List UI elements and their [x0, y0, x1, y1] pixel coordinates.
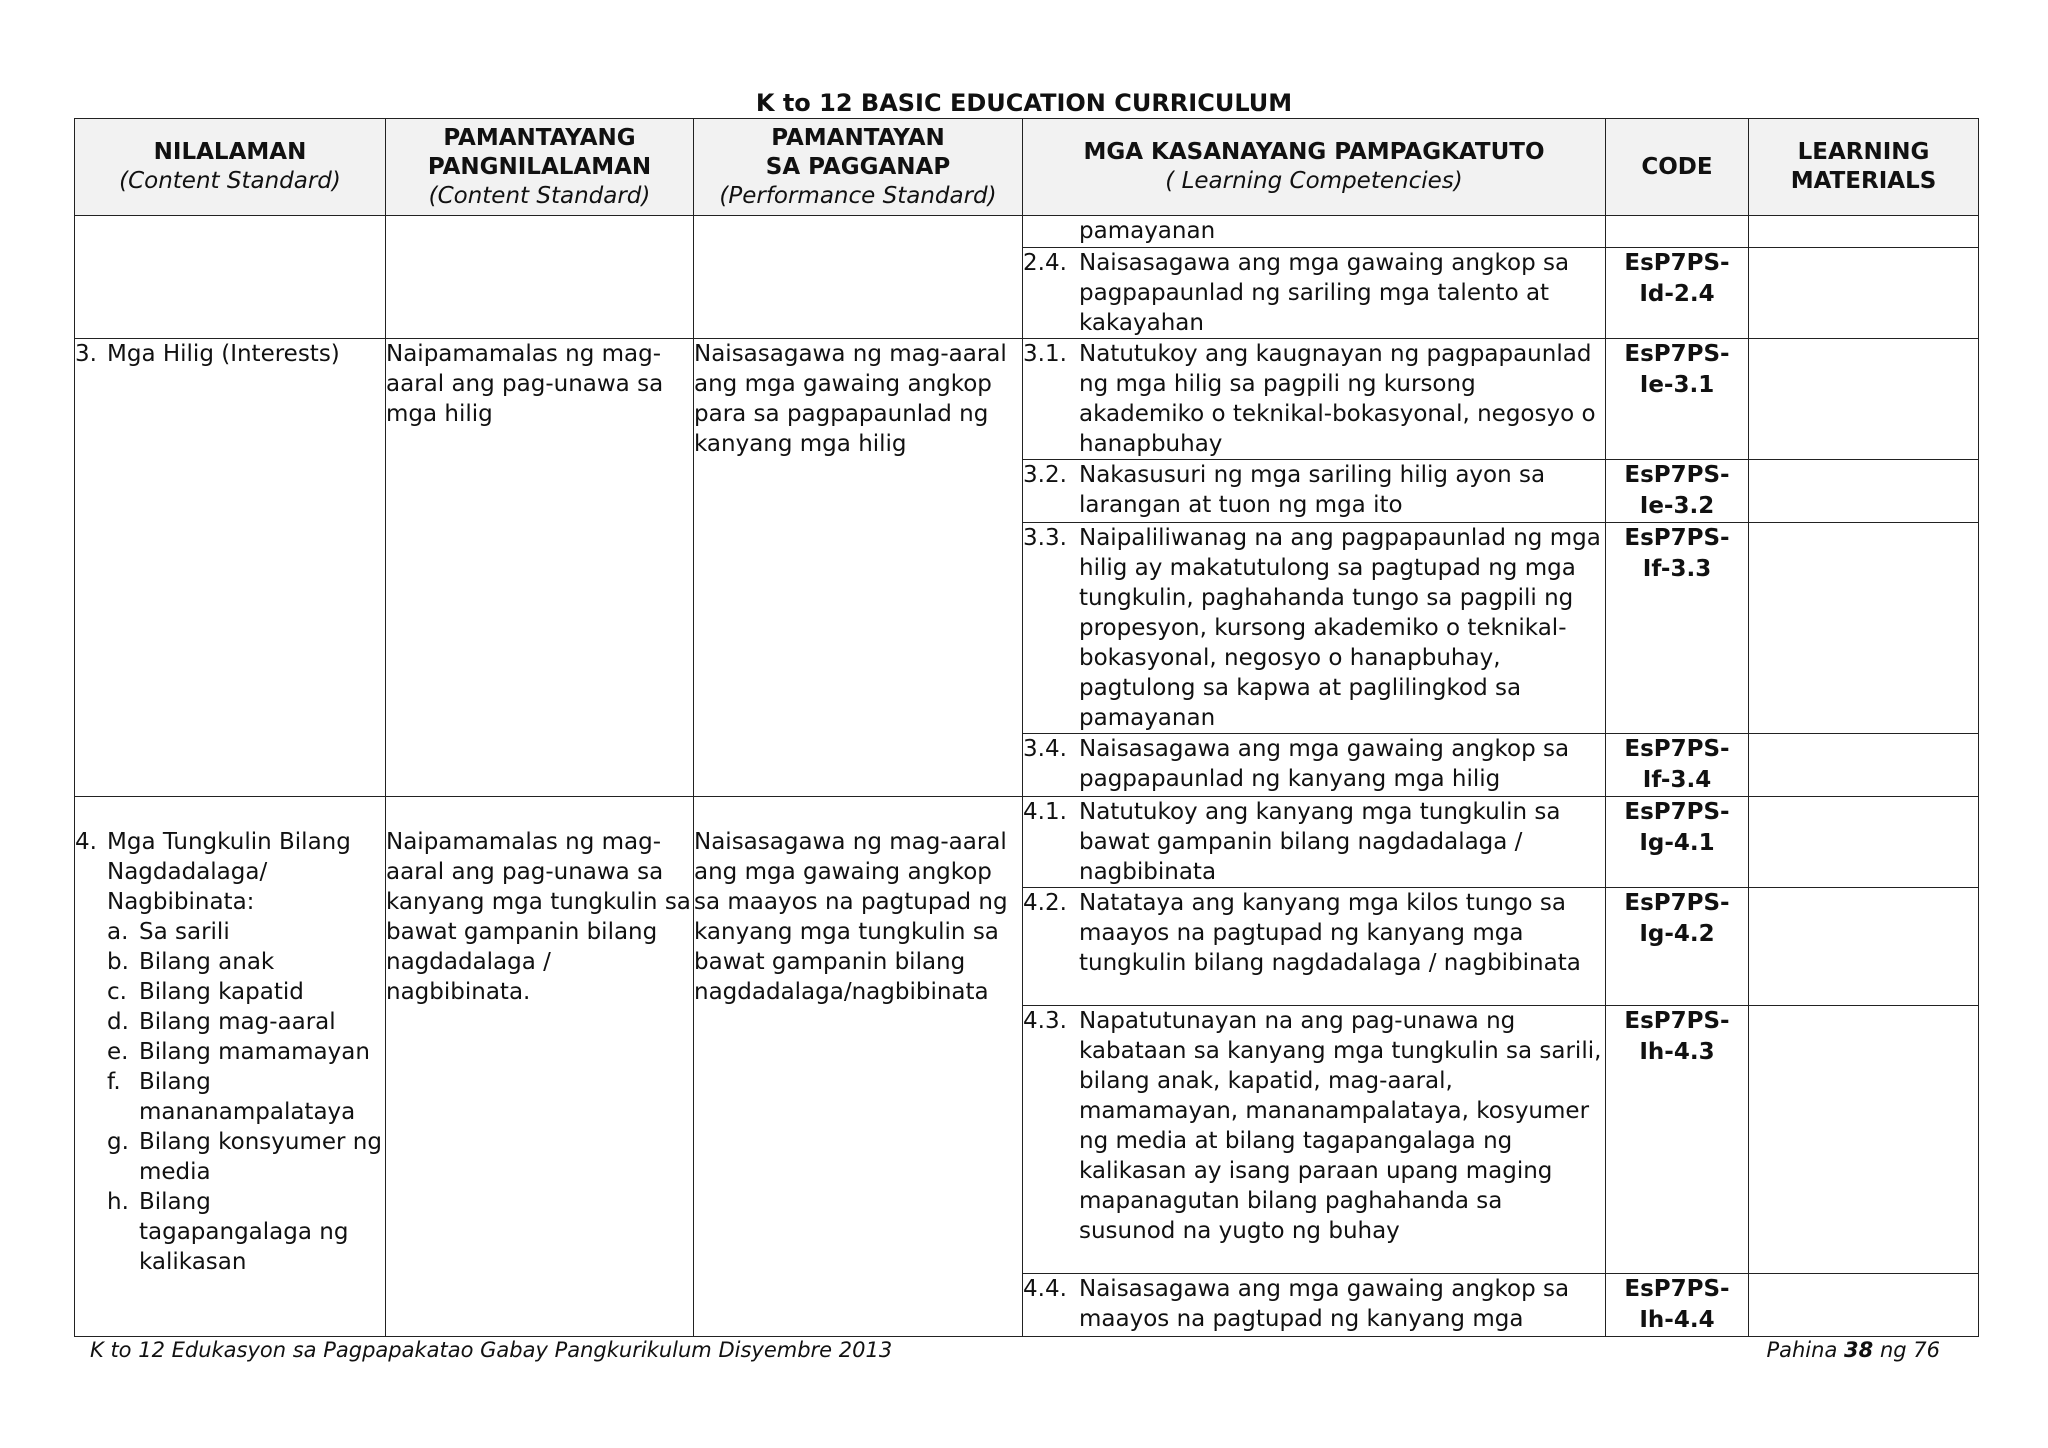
code-line2: Ig-4.2 [1639, 921, 1715, 947]
competency-number: 4.2. [1023, 890, 1067, 916]
sublist-letter: f. [107, 1069, 121, 1095]
code-line2: Ih-4.3 [1639, 1039, 1715, 1065]
content-sublist-item [107, 1127, 385, 1187]
competency-number: 4.1. [1023, 799, 1067, 825]
sublist-letter: g. [107, 1129, 129, 1155]
competency-number: 3.3. [1023, 525, 1067, 551]
header-cs-line2: PANGNILALAMAN [427, 153, 652, 180]
code-cell [1606, 797, 1749, 888]
code-line2: Id-2.4 [1639, 281, 1715, 307]
materials-cell [1749, 888, 1979, 1006]
header-code [1606, 119, 1749, 216]
competency-cell [1023, 339, 1606, 460]
curriculum-table [74, 118, 1979, 1337]
materials-cell [1749, 734, 1979, 797]
code-line1: EsP7PS- [1624, 799, 1730, 825]
footer-page-number [1766, 1338, 1940, 1362]
content-sublist-item [107, 1067, 385, 1127]
code-cell [1606, 216, 1749, 248]
sublist-text: Bilang mamamayan [139, 1039, 370, 1065]
sublist-text: Sa sarili [139, 919, 230, 945]
content-sublist-item [107, 947, 385, 977]
competency-cell [1023, 1006, 1606, 1274]
sublist-letter: h. [107, 1189, 129, 1215]
table-row [75, 797, 1979, 888]
header-content [75, 119, 386, 216]
code-line1: EsP7PS- [1624, 736, 1730, 762]
header-lm-line1: LEARNING [1797, 139, 1930, 165]
content-text: Mga Hilig (Interests) [107, 341, 340, 367]
code-line1: EsP7PS- [1624, 890, 1730, 916]
competency-text: pamayanan [1079, 218, 1216, 244]
code-cell [1606, 1006, 1749, 1274]
materials-cell [1749, 460, 1979, 523]
competency-cell [1023, 734, 1606, 797]
competency-cell [1023, 216, 1606, 248]
content-text: Mga Tungkulin Bilang Nagdadalaga/ Nagbibinata: [107, 829, 351, 915]
performance-standard-cell: Naisasagawa ng mag-aaral ang mga gawaing angkop para sa pagpapaunlad ng kanyang mga hilig [694, 339, 1023, 797]
competency-cell [1023, 1274, 1606, 1337]
competency-number: 4.3. [1023, 1008, 1067, 1034]
header-lm-line2: MATERIALS [1790, 168, 1937, 194]
code-cell [1606, 888, 1749, 1006]
header-content-standard [386, 119, 694, 216]
competency-text: Nakasusuri ng mga sariling hilig ayon sa larangan at tuon ng mga ito [1079, 462, 1546, 518]
sublist-letter: a. [107, 919, 129, 945]
performance-standard-cell: Naisasagawa ng mag-aaral ang mga gawaing angkop sa maayos na pagtupad ng kanyang mga tungkulin sa bawat gampanin bilang nagdadalaga/nagbibinata [694, 797, 1023, 1337]
performance-standard-cell [694, 216, 1023, 339]
materials-cell [1749, 248, 1979, 339]
footer-page-mid: ng [1879, 1338, 1907, 1362]
sublist-letter: b. [107, 949, 129, 975]
competency-text: Naisasagawa ang mga gawaing angkop sa pagpapaunlad ng kanyang mga hilig [1079, 736, 1570, 792]
competency-cell [1023, 248, 1606, 339]
header-cs-sub: (Content Standard) [428, 182, 651, 209]
table-row [75, 216, 1979, 248]
code-line1: EsP7PS- [1624, 1276, 1730, 1302]
materials-cell [1749, 216, 1979, 248]
content-sublist-item [107, 977, 385, 1007]
competency-text: Naipaliliwanag na ang pagpapaunlad ng mga hilig ay makatutulong sa pagtupad ng mga tungkulin, paghahanda tungo sa pagpili ng propesyon, kursong akademiko o teknikal-bokasyonal, negosyo o hanapbuhay, pagtulong sa kapwa at paglilingkod sa pamayanan [1079, 525, 1601, 731]
content-sublist-item [107, 1187, 385, 1277]
sublist-text: Bilang mag-aaral [139, 1009, 336, 1035]
materials-cell [1749, 339, 1979, 460]
header-content-sub: (Content Standard) [119, 168, 341, 194]
competency-text: Natutukoy ang kaugnayan ng pagpapaunlad ng mga hilig sa pagpili ng kursong akademiko o teknikal-bokasyonal, negosyo o hanapbuhay [1079, 341, 1596, 457]
footer-page-prefix: Pahina [1766, 1338, 1838, 1362]
competency-cell [1023, 460, 1606, 523]
footer-document-title: K to 12 Edukasyon sa Pagpapakatao Gabay Pangkurikulum Disyembre 2013 [90, 1338, 893, 1362]
sublist-text: Bilang kapatid [139, 979, 304, 1005]
content-sublist-item [107, 1007, 385, 1037]
code-cell [1606, 248, 1749, 339]
competency-text: Natataya ang kanyang mga kilos tungo sa maayos na pagtupad ng kanyang mga tungkulin bilang nagdadalaga / nagbibinata [1079, 890, 1581, 976]
sublist-letter: d. [107, 1009, 129, 1035]
competency-number: 3.4. [1023, 736, 1067, 762]
code-line1: EsP7PS- [1624, 462, 1730, 488]
competency-cell [1023, 797, 1606, 888]
header-row [75, 119, 1979, 216]
document-title: K to 12 BASIC EDUCATION CURRICULUM [755, 89, 1293, 117]
content-number: 3. [75, 341, 97, 367]
sublist-text: Bilang mananampalataya [139, 1069, 356, 1125]
header-competencies [1023, 119, 1606, 216]
content-sublist [107, 917, 385, 1277]
code-cell [1606, 460, 1749, 523]
code-line2: Ie-3.2 [1639, 493, 1715, 519]
materials-cell [1749, 1274, 1979, 1337]
header-code-title: CODE [1641, 153, 1713, 180]
content-sublist-item [107, 917, 385, 947]
materials-cell [1749, 523, 1979, 734]
content-standard-cell: Naipamamalas ng mag-aaral ang pag-unawa sa kanyang mga tungkulin sa bawat gampanin bilang nagdadalaga / nagbibinata. [386, 797, 694, 1337]
content-cell [75, 339, 386, 797]
competency-text: Napatutunayan na ang pag-unawa ng kabataan sa kanyang mga tungkulin sa sarili, bilang anak, kapatid, mag-aaral, mamamayan, mananampalataya, kosyumer ng media at bilang tagapangalaga ng kalikasan ay isang paraan upang maging mapanagutan bilang paghahanda sa susunod na yugto ng buhay [1079, 1008, 1602, 1244]
footer-page-total: 76 [1913, 1338, 1940, 1362]
sublist-text: Bilang tagapangalaga ng kalikasan [139, 1189, 349, 1275]
materials-cell [1749, 797, 1979, 888]
header-lc-title: MGA KASANAYANG PAMPAGKATUTO [1083, 139, 1545, 165]
code-line1: EsP7PS- [1624, 341, 1730, 367]
competency-cell [1023, 888, 1606, 1006]
header-ps-line2: SA PAGGANAP [765, 153, 951, 180]
code-cell [1606, 734, 1749, 797]
header-cs-line1: PAMANTAYANG [443, 124, 636, 151]
header-lc-sub: ( Learning Competencies) [1165, 168, 1463, 194]
sublist-letter: e. [107, 1039, 129, 1065]
table-row [75, 339, 1979, 460]
code-cell [1606, 339, 1749, 460]
header-content-title: NILALAMAN [153, 139, 307, 165]
code-line2: Ie-3.1 [1639, 372, 1715, 398]
header-ps-sub: (Performance Standard) [719, 182, 997, 209]
materials-cell [1749, 1006, 1979, 1274]
sublist-letter: c. [107, 979, 127, 1005]
code-line2: If-3.3 [1642, 556, 1712, 582]
code-line2: If-3.4 [1642, 767, 1712, 793]
competency-cell [1023, 523, 1606, 734]
content-standard-cell [386, 216, 694, 339]
code-cell [1606, 523, 1749, 734]
competency-text: Naisasagawa ang mga gawaing angkop sa pagpapaunlad ng sariling mga talento at kakayahan [1079, 250, 1570, 336]
content-cell [75, 216, 386, 339]
content-standard-cell: Naipamamalas ng mag-aaral ang pag-unawa sa mga hilig [386, 339, 694, 797]
competency-number: 3.1. [1023, 341, 1067, 367]
code-line1: EsP7PS- [1624, 1008, 1730, 1034]
sublist-text: Bilang konsyumer ng media [139, 1129, 382, 1185]
content-cell [75, 797, 386, 1337]
code-cell [1606, 1274, 1749, 1337]
header-ps-line1: PAMANTAYAN [771, 124, 945, 151]
code-line2: Ih-4.4 [1639, 1307, 1715, 1333]
competency-number: 4.4. [1023, 1276, 1067, 1302]
code-line1: EsP7PS- [1624, 525, 1730, 551]
sublist-text: Bilang anak [139, 949, 275, 975]
code-line1: EsP7PS- [1624, 250, 1730, 276]
footer-page-current: 38 [1844, 1338, 1874, 1362]
content-sublist-item [107, 1037, 385, 1067]
header-performance-standard [694, 119, 1023, 216]
content-number: 4. [75, 829, 97, 855]
header-learning-materials [1749, 119, 1979, 216]
competency-number: 3.2. [1023, 462, 1067, 488]
competency-number: 2.4. [1023, 250, 1067, 276]
competency-text: Naisasagawa ang mga gawaing angkop sa maayos na pagtupad ng kanyang mga [1079, 1276, 1570, 1332]
code-line2: Ig-4.1 [1639, 830, 1715, 856]
competency-text: Natutukoy ang kanyang mga tungkulin sa bawat gampanin bilang nagdadalaga / nagbibinata [1079, 799, 1561, 885]
